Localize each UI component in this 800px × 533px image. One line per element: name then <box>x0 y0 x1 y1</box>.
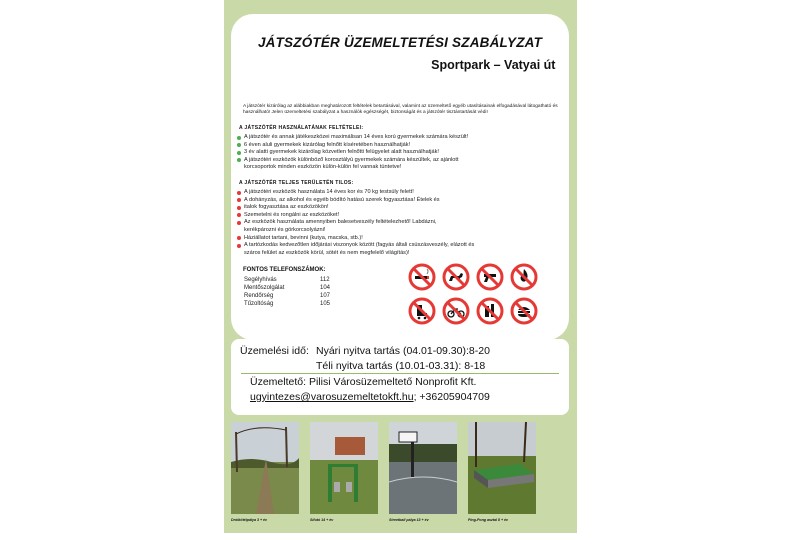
prohibited-item: Háziállatot tartani, bevinni (kutya, macska, stb.)! <box>237 235 474 243</box>
condition-item: 6 éven aluli gyermekek kizárólag felnőtt kíséretében használhatják! <box>237 142 468 150</box>
photo-zipline <box>231 422 299 514</box>
no-fire-icon <box>510 263 538 291</box>
prohibited-item: A dohányzás, az alkohol és egyéb bódító hatású szerek fogyasztása! Ételek és <box>237 197 474 205</box>
red-bullet-icon <box>237 236 241 240</box>
no-guns-icon <box>476 263 504 291</box>
rules-poster <box>224 0 577 533</box>
phone-number: ; +36205904709 <box>413 391 490 403</box>
red-bullet-icon <box>237 244 241 248</box>
condition-item: korcsoportok minden eszközön külön-külön fel vannak tüntetve! <box>244 164 402 171</box>
prohibited-list <box>237 189 474 257</box>
condition-item: 3 év alatti gyermekek kizárólag közvetlen felnőtti felügyelet alatt használhatják! <box>237 149 468 157</box>
prohibited-item: A játszótéri eszközök használata 14 éves kor és 70 kg testsúly felett! <box>237 189 474 197</box>
phone-row: Tűzoltóság 105 <box>244 301 331 307</box>
phone-row: Segélyhívás 112 <box>244 277 330 283</box>
condition-item: A játszótéri eszközök különböző korosztályú gyermekek számára készültek, az ajánlott <box>237 157 468 165</box>
opening-hours-panel <box>231 339 569 415</box>
photo-pingpong <box>468 422 536 514</box>
phones-heading: FONTOS TELEFONSZÁMOK: <box>243 267 326 273</box>
phone-row: Rendőrség 107 <box>244 293 331 299</box>
winter-hours: Téli nyitva tartás (10.01-03.31): 8-18 <box>316 360 486 372</box>
red-bullet-icon <box>237 191 241 195</box>
no-smoking-icon <box>408 263 436 291</box>
prohibited-item: kerékpározni és görkorcsolyázni! <box>244 226 326 233</box>
prohibited-item: száros felület az eszközök körül, sötét és nem megfelelő világítás)! <box>244 249 410 256</box>
prohibited-item: italok fogyasztása az eszközökön! <box>237 204 474 212</box>
red-bullet-icon <box>237 213 241 217</box>
prohibited-item: Az eszközök használata amennyiben balesetveszély feltételezhető! Labdázni, <box>237 219 474 227</box>
green-bullet-icon <box>237 143 241 147</box>
email-link[interactable]: ugyintezes@varosuzemeltetokft.hu <box>250 391 414 403</box>
no-cycling-icon <box>442 297 470 325</box>
operator-text: Üzemeltető: Pilisi Városüzemeltető Nonprofit Kft. <box>250 376 477 388</box>
green-bullet-icon <box>237 158 241 162</box>
prohibited-item: A tartózkodás kedvezőtlen időjárási viszonyok között (fagyás általi csúszásveszély, elázott és <box>237 242 474 250</box>
photo-caption: Drótkötélpálya 3 + év <box>231 518 268 522</box>
poster-subtitle: Sportpark – Vatyai út <box>431 58 556 72</box>
prohibited-heading: A JÁTSZÓTÉR TELJES TERÜLETÉN TILOS: <box>239 180 354 186</box>
no-food-icon <box>510 297 538 325</box>
rules-panel <box>231 14 569 340</box>
green-bullet-icon <box>237 136 241 140</box>
no-drinks-icon <box>476 297 504 325</box>
photo-caption: Sífutó 14 + év <box>310 518 334 522</box>
red-bullet-icon <box>237 206 241 210</box>
red-bullet-icon <box>237 198 241 202</box>
red-bullet-icon <box>237 221 241 225</box>
contact-line <box>250 391 490 403</box>
intro-text: A játszótér kizárólag az alábbiakban meghatározott feltételek betartásával, valamint az üzemeltető egyéb utasításainak elfogadásával látogatható és használható! Jelen üzemeltetési szabályzat a használók egészségét, biztonságát és a játszótér tisztántartását védi! <box>243 104 558 116</box>
photo-caption: Streetball pálya 13 + év <box>389 518 429 522</box>
poster-title: JÁTSZÓTÉR ÜZEMELTETÉSI SZABÁLYZAT <box>257 35 543 50</box>
divider <box>241 373 559 374</box>
hours-label: Üzemelési idő: <box>240 345 309 357</box>
no-dogs-icon <box>442 263 470 291</box>
green-bullet-icon <box>237 151 241 155</box>
no-skating-icon <box>408 297 436 325</box>
conditions-list <box>237 134 468 172</box>
conditions-heading: A JÁTSZÓTÉR HASZNÁLATÁNAK FELTÉTELEI: <box>239 125 364 131</box>
photo-streetball <box>389 422 457 514</box>
photo-caption: Ping-Pong asztal 8 + év <box>468 518 509 522</box>
condition-item: A játszótér és annak játékeszközei maximálisan 14 éves korú gyermekek számára készült! <box>237 134 468 142</box>
photo-fitness <box>310 422 378 514</box>
phone-row: Mentőszolgálat 104 <box>244 285 331 291</box>
summer-hours: Nyári nyitva tartás (04.01-09.30):8-20 <box>316 345 490 357</box>
prohibited-item: Szemetelni és rongálni az eszközöket! <box>237 212 474 220</box>
